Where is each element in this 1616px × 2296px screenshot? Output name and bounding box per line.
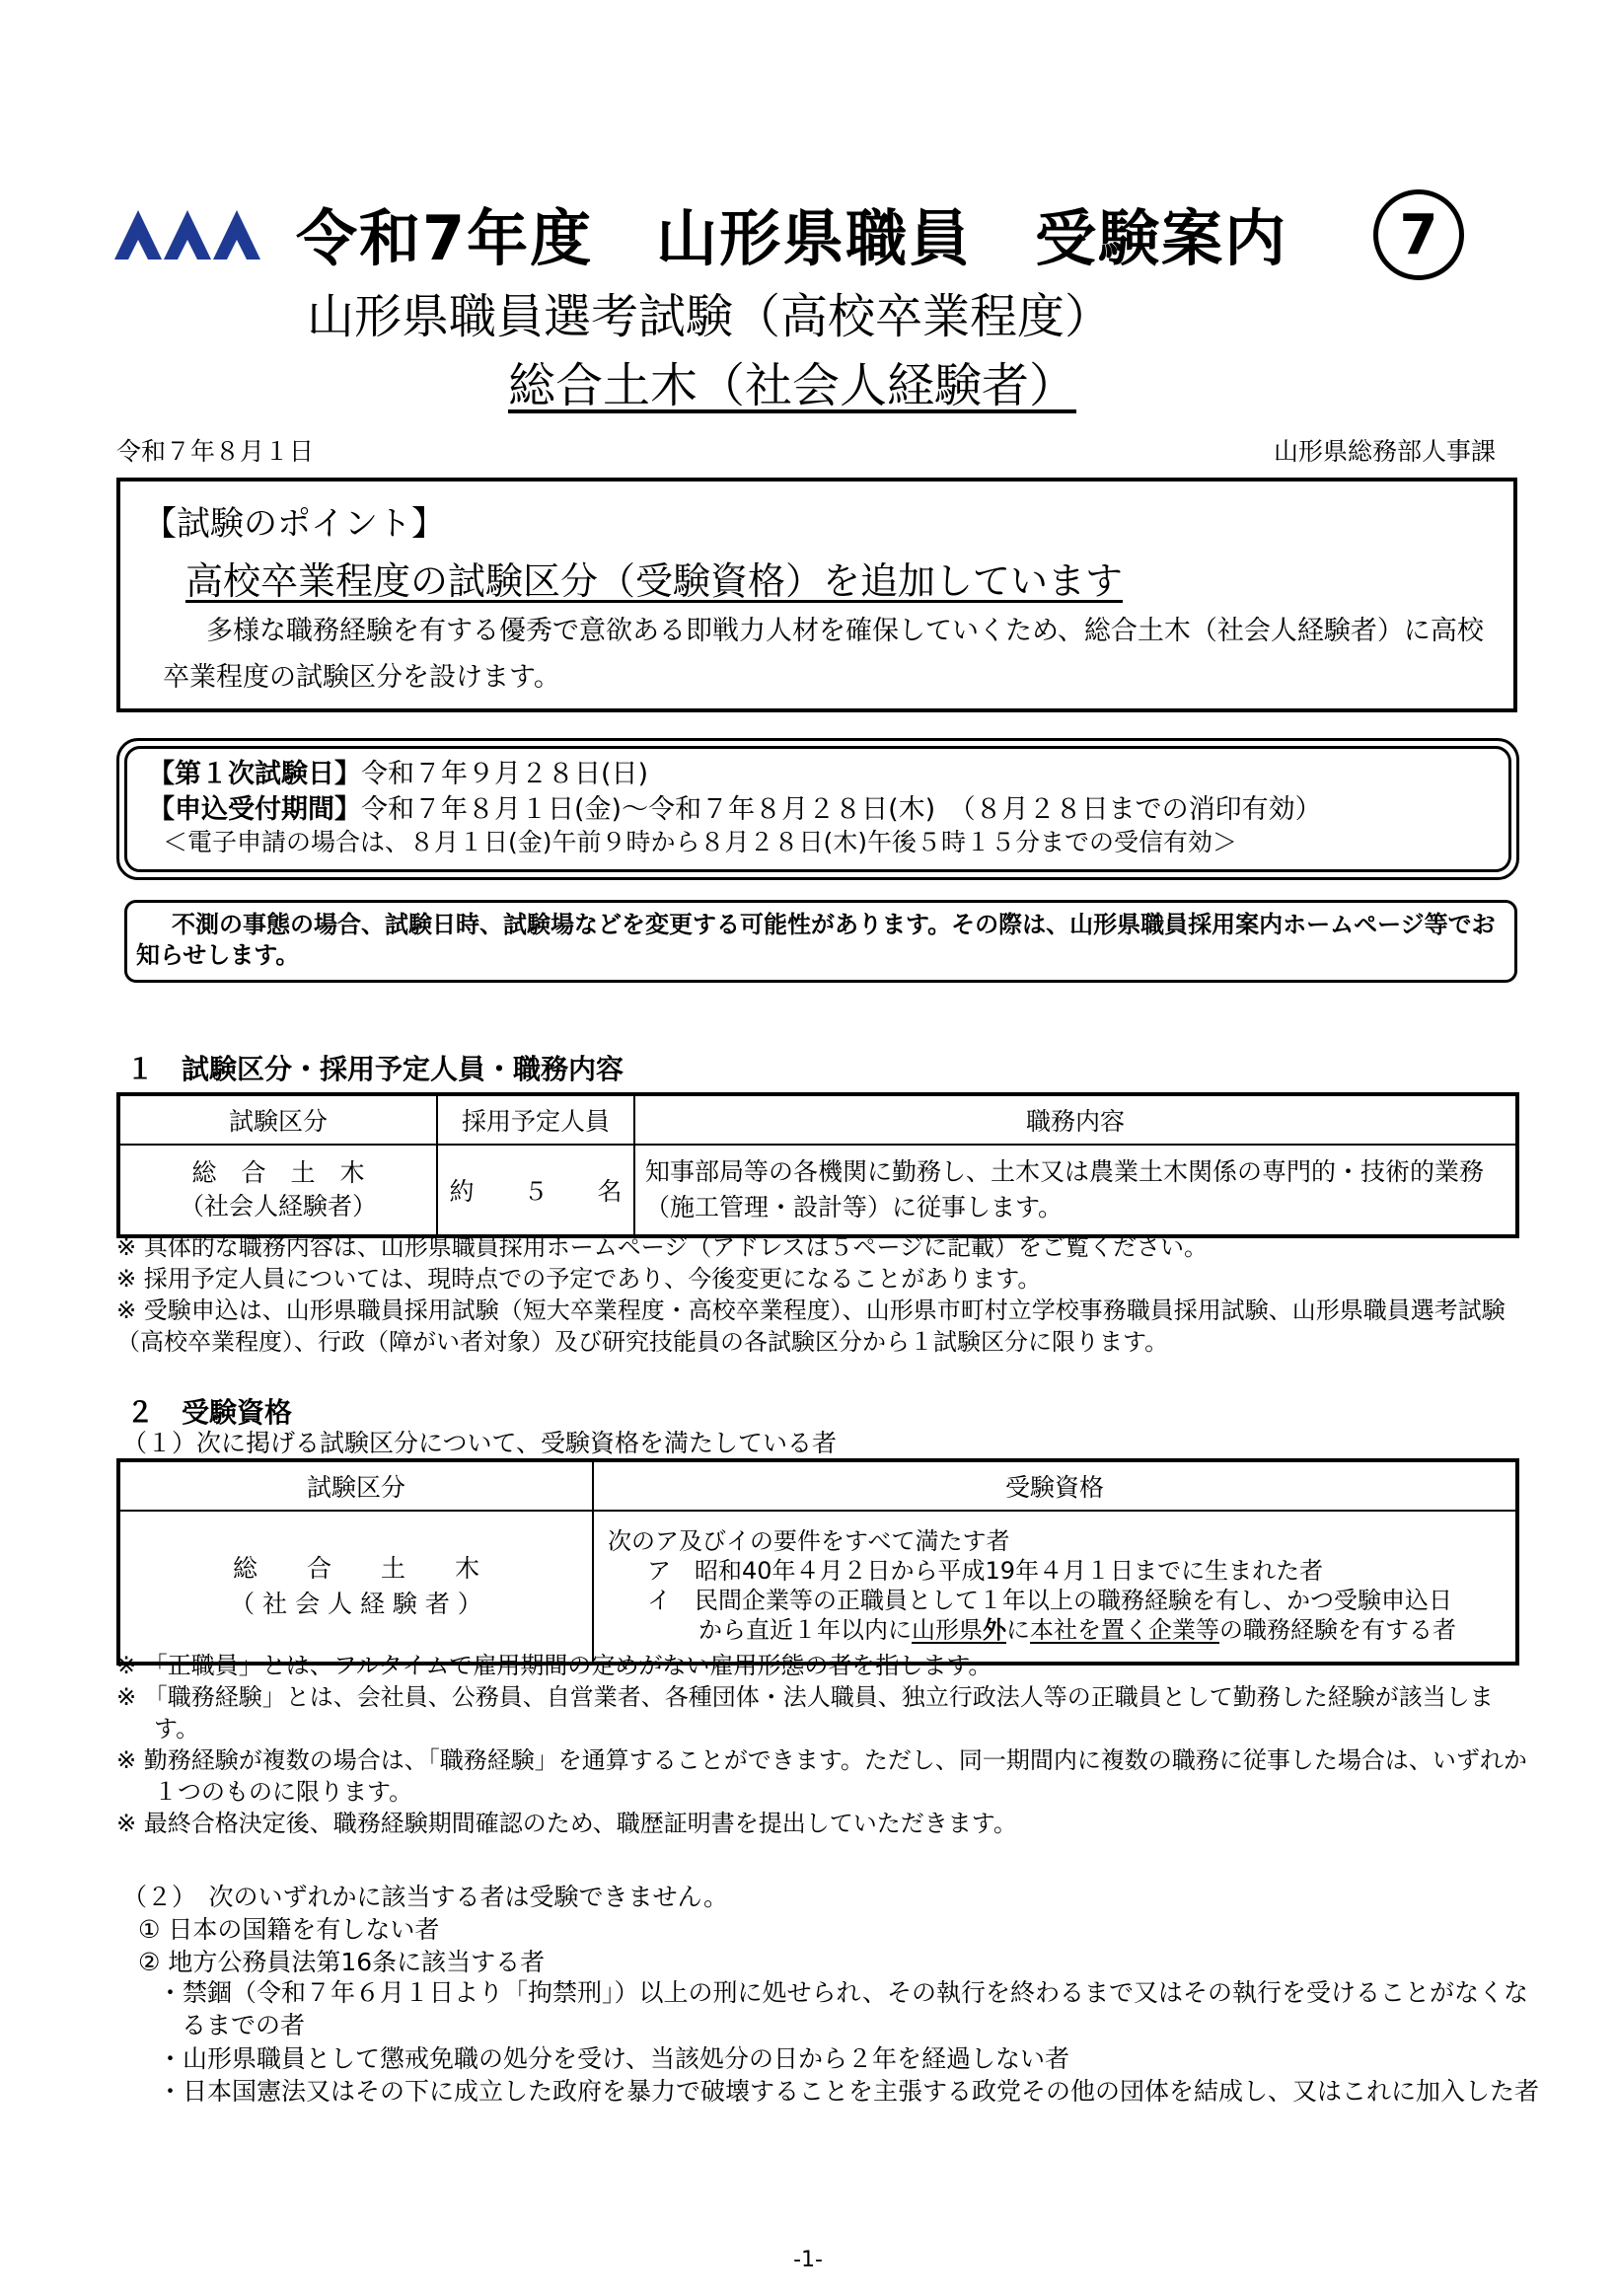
exam-date-line [148, 752, 648, 790]
table-row [118, 1511, 1517, 1664]
req-text: に [1006, 1616, 1030, 1644]
table-header: 試験区分 [118, 1094, 437, 1145]
section2-part2-heading: （２） 次のいずれかに該当する者は受験できません。 [122, 1883, 729, 1911]
requirements-cell [593, 1511, 1517, 1664]
logo-mountains-icon [114, 210, 260, 259]
note-item: ※ 勤務経験が複数の場合は、「職務経験」を通算することができます。ただし、同一期間内に複数の職務に従事した場合は、いずれか１つのものに限ります。 [116, 1746, 1527, 1806]
section2-notes [116, 1650, 1527, 1839]
exam-point-heading: 【試験のポイント】 [143, 504, 445, 544]
section1-notes [116, 1231, 1527, 1358]
exam-subtitle: 山形県職員選考試験（高校卒業程度） [306, 289, 1112, 344]
exam-point-subheading: 高校卒業程度の試験区分（受験資格）を追加しています [185, 559, 1124, 603]
eligibility-table [116, 1458, 1519, 1666]
category-name: 総 合 土 木 [191, 1158, 365, 1187]
requirements-intro: 次のア及びイの要件をすべて満たす者 [608, 1527, 1010, 1555]
table-header: 試験区分 [118, 1460, 593, 1511]
requirement-a [608, 1556, 1506, 1586]
requirement-i-text: 民間企業等の正職員として１年以上の職務経験を有し、かつ受験申込日 [695, 1587, 1452, 1614]
category-type: （ 社 会 人 経 験 者 ） [230, 1590, 482, 1618]
req-underlined-bold: 外 [983, 1616, 1006, 1644]
issue-date: 令和７年８月１日 [116, 437, 315, 466]
online-application-note: ＜電子申請の場合は、８月１日(金)午前９時から８月２８日(木)午後５時１５分までの受信有効＞ [163, 828, 1238, 856]
note-item: ※ 「正職員」とは、フルタイムで雇用期間の定めがない雇用形態の者を指します。 [116, 1652, 992, 1679]
req-underlined: 山形県 [912, 1616, 983, 1644]
req-text: の職務経験を有する者 [1219, 1616, 1456, 1644]
requirement-i-mark: イ [647, 1587, 671, 1614]
page-title: 令和7年度 山形県職員 受験案内 [296, 202, 1288, 274]
bullet-item: ・山形県職員として懲戒免職の処分を受け、当該処分の日から２年を経過しない者 [158, 2044, 1070, 2073]
req-underlined: 本社を置く企業等 [1030, 1616, 1219, 1644]
requirement-a-text: 昭和40年４月２日から平成19年４月１日までに生まれた者 [695, 1557, 1324, 1585]
note-item: ※ 採用予定人員については、現時点での予定であり、今後変更になることがあります。 [116, 1265, 1042, 1293]
category-type: （社会人経験者） [179, 1192, 377, 1221]
notice-text: 不測の事態の場合、試験日時、試験場などを変更する可能性があります。その際は、山形県職員採用案内ホームページ等でお知らせします。 [136, 911, 1496, 969]
exam-point-body: 多様な職務経験を有する優秀で意欲ある即戦力人材を確保していくため、総合土木（社会人経験者）に高校卒業程度の試験区分を設けます。 [163, 616, 1484, 693]
table-row [118, 1145, 1517, 1236]
table-header: 職務内容 [634, 1094, 1517, 1145]
page-number: -1- [793, 2248, 823, 2272]
exam-date-label: 【第１次試験日】 [148, 759, 361, 789]
requirement-i-continued [608, 1615, 1506, 1645]
section1-heading: １ 試験区分・採用予定人員・職務内容 [126, 1053, 624, 1085]
category-cell [118, 1145, 437, 1236]
note-item: ※ 具体的な職務内容は、山形県職員採用ホームページ（アドレスは５ページに記載）をご覧ください。 [116, 1233, 1209, 1261]
bullet-item: ・禁錮（令和７年６月１日より「拘禁刑」）以上の刑に処せられ、その執行を終わるまで又はその執行を受けることがなくなるまでの者 [158, 1978, 1529, 2039]
note-item: ※ 最終合格決定後、職務経験期間確認のため、職歴証明書を提出していただきます。 [116, 1810, 1017, 1837]
headcount-cell: 約 ５ 名 [437, 1145, 634, 1236]
guide-number-badge: 7 [1373, 189, 1464, 280]
apply-period-value: 令和７年８月１日(金)～令和７年８月２８日(木) （８月２８日までの消印有効） [361, 794, 1322, 825]
section2-heading: ２ 受験資格 [126, 1396, 293, 1429]
table-header: 受験資格 [593, 1460, 1517, 1511]
apply-period-line [148, 787, 1322, 826]
requirement-i [608, 1586, 1506, 1615]
note-item: ※ 受験申込は、山形県職員採用試験（短大卒業程度・高校卒業程度）、山形県市町村立学校事務職員採用試験、山形県職員選考試験（高校卒業程度）、行政（障がい者対象）及び研究技能員の各試験区分から１試験区分に限ります。 [116, 1296, 1506, 1356]
bullet-item: ・日本国憲法又はその下に成立した政府を暴力で破壊することを主張する政党その他の団体を結成し、又はこれに加入した者 [158, 2077, 1540, 2106]
duties-cell: 知事部局等の各機関に勤務し、土木又は農業土木関係の専門的・技術的業務（施工管理・設計等）に従事します。 [634, 1145, 1517, 1236]
category-cell [118, 1511, 593, 1664]
req-text: から直近１年以内に [698, 1616, 912, 1644]
requirement-a-mark: ア [647, 1557, 671, 1585]
disqualification-item: ② 地方公務員法第16条に該当する者 [138, 1948, 546, 1976]
note-item: ※ 「職務経験」とは、会社員、公務員、自営業者、各種団体・法人職員、独立行政法人等の正職員として勤務した経験が該当します。 [116, 1683, 1494, 1742]
category-name: 総 合 土 木 [232, 1554, 479, 1583]
recruitment-table [116, 1092, 1519, 1238]
disqualification-item: ① 日本の国籍を有しない者 [138, 1915, 440, 1944]
apply-period-label: 【申込受付期間】 [148, 794, 361, 825]
exam-date-value: 令和７年９月２８日(日) [361, 759, 649, 789]
category-subtitle: 総合土木（社会人経験者） [508, 358, 1077, 413]
department-name: 山形県総務部人事課 [1273, 437, 1496, 466]
section2-intro: （１）次に掲げる試験区分について、受験資格を満たしている者 [122, 1429, 838, 1457]
table-header: 採用予定人員 [437, 1094, 634, 1145]
